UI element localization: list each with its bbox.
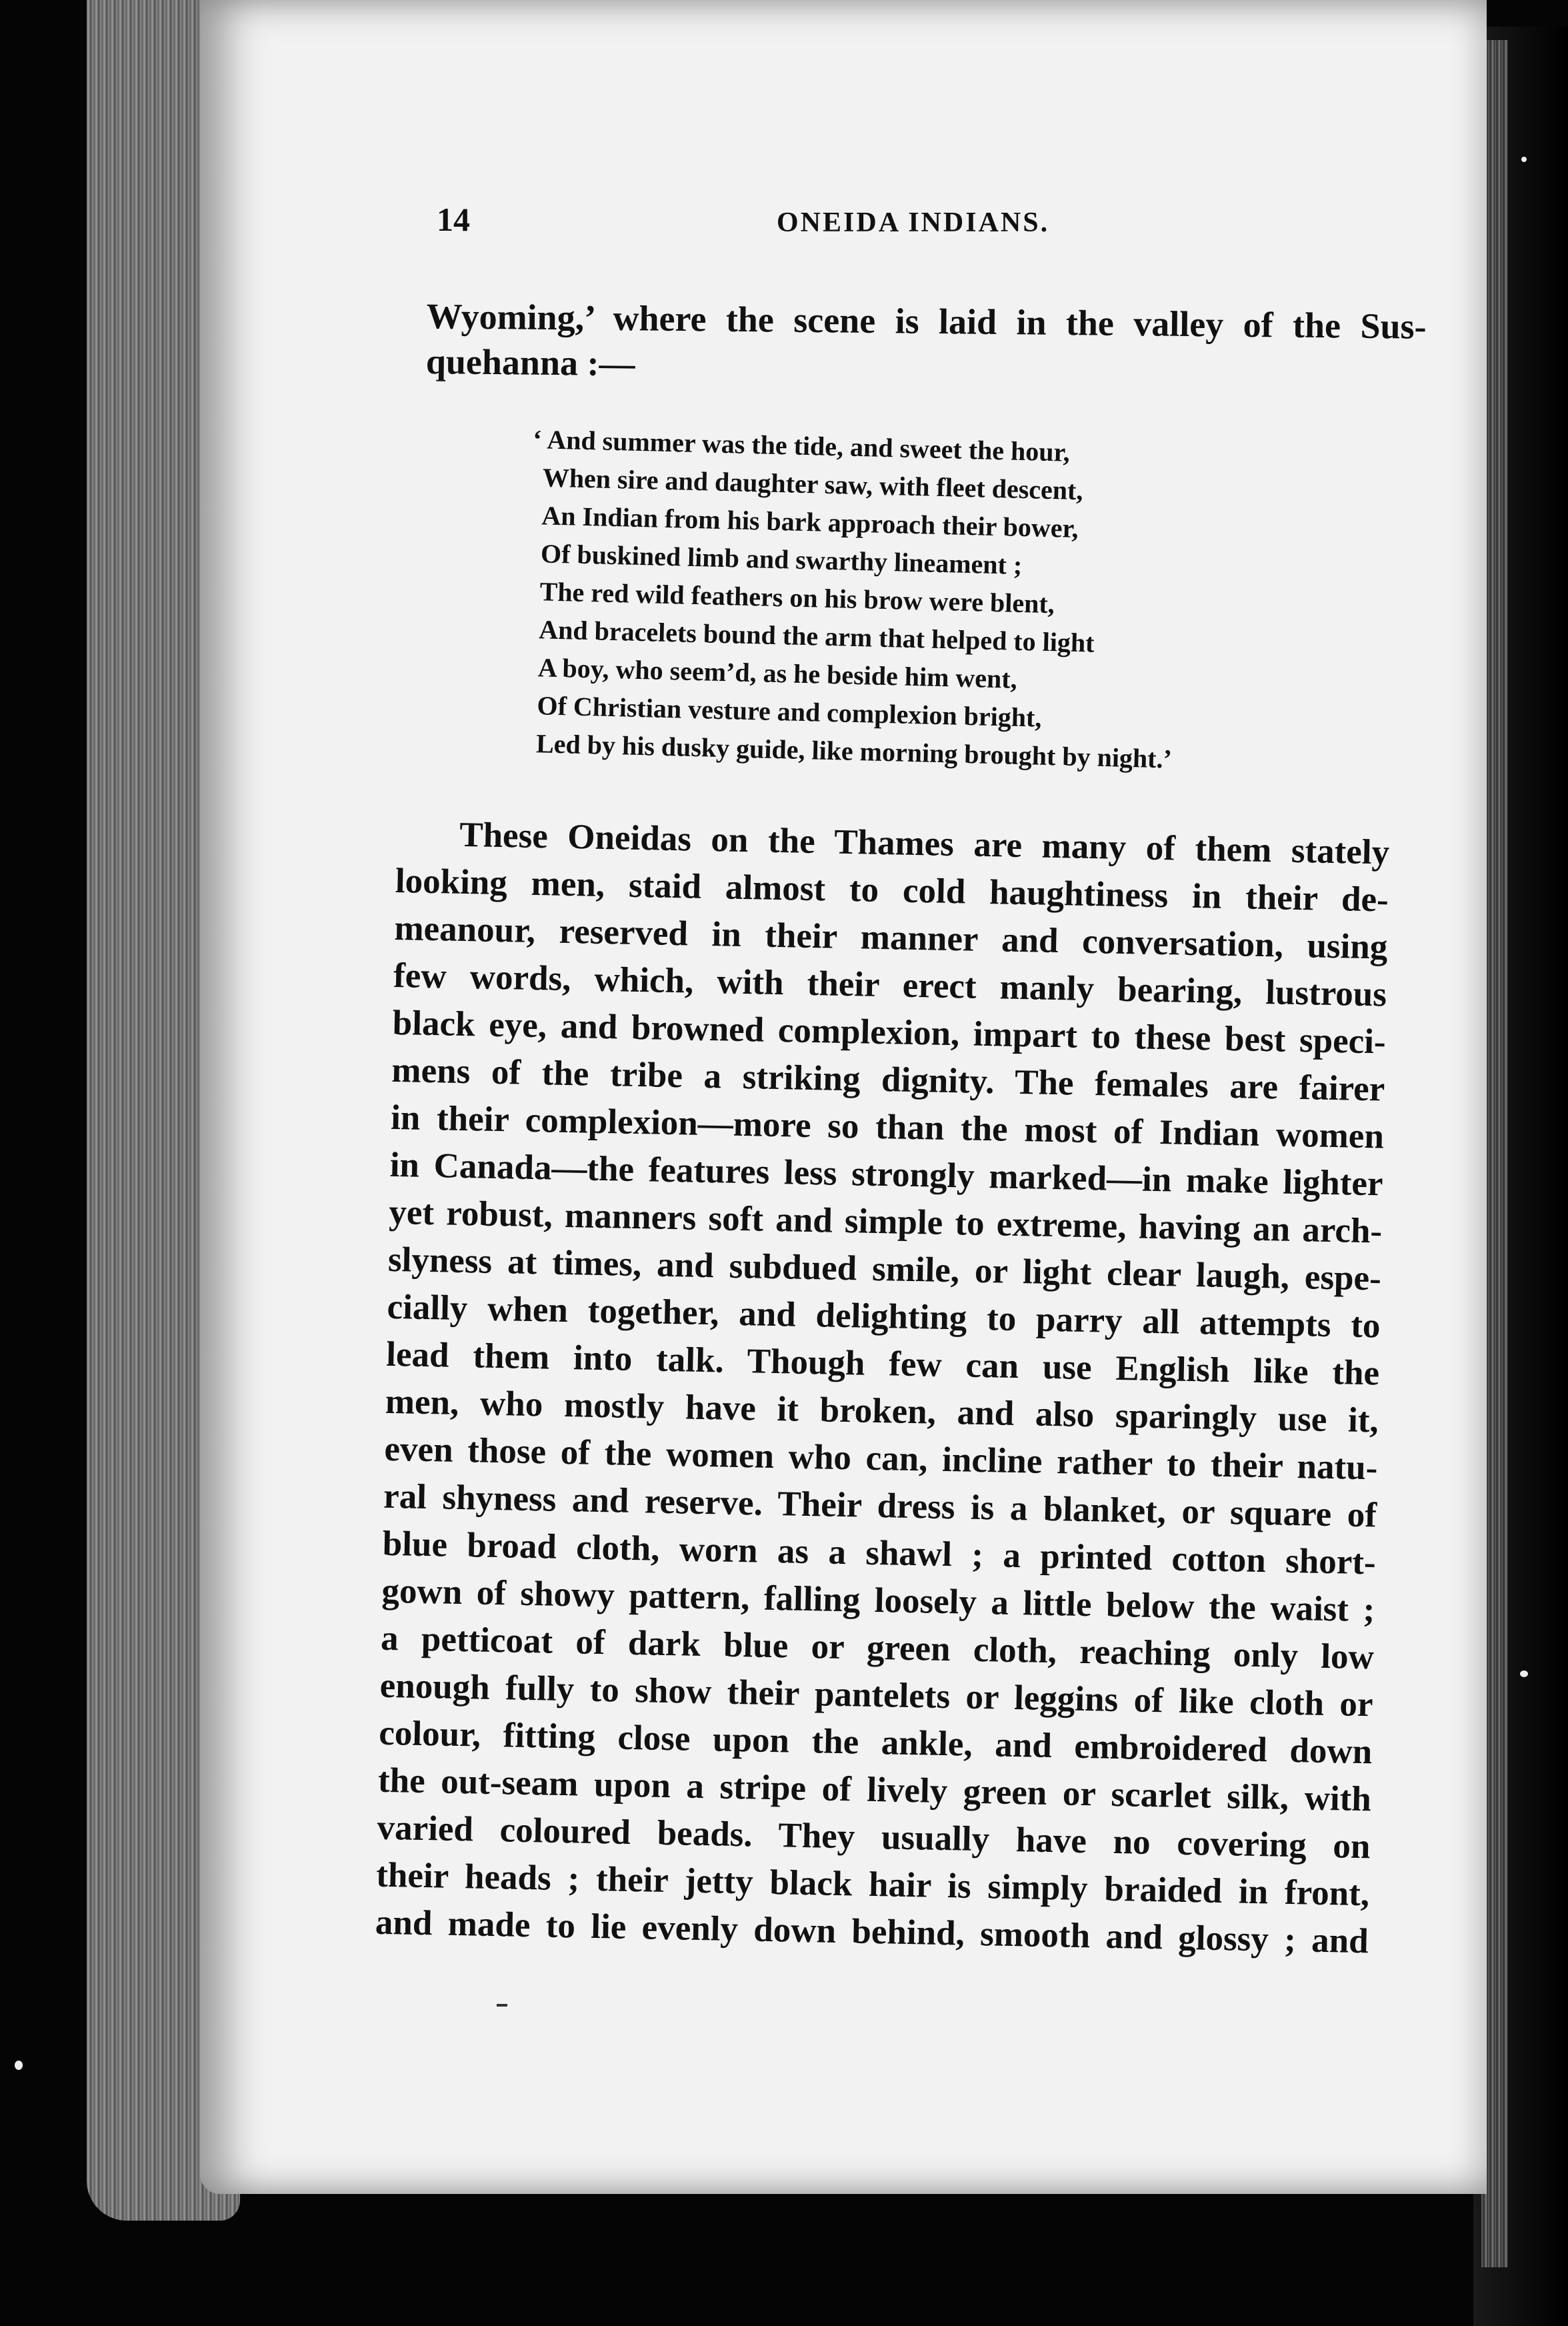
body-line: varied coloured beads. They usually have no covering on: [377, 1808, 1371, 1867]
body-line: in Canada—the features less strongly marked—in make lighter: [389, 1145, 1384, 1204]
body-line: black eye, and browned complexion, impart to these best speci-: [392, 1003, 1387, 1062]
poem-quotation: [525, 420, 1333, 782]
poem-line: Of Christian vesture and complexion bright,: [537, 690, 1042, 733]
body-line: a petticoat of dark blue or green cloth, reaching only low: [380, 1618, 1375, 1677]
body-line: yet robust, manners soft and simple to extreme, having an arch-: [388, 1192, 1383, 1251]
body-line: gown of showy pattern, falling loosely a little below the waist ;: [381, 1571, 1375, 1630]
body-line: men, who mostly have it broken, and also sparingly use it,: [385, 1382, 1379, 1440]
page-header: [437, 193, 1410, 247]
body-line: mens of the tribe a striking dignity. The females are fairer: [391, 1050, 1385, 1109]
poem-line: ‘ And summer was the tide, and sweet the hour,: [532, 423, 1071, 467]
printer-mark: [497, 2004, 507, 2007]
poem-line: A boy, who seem’d, as he beside him went,: [537, 652, 1018, 694]
body-line: looking men, staid almost to cold haughtiness in their de-: [395, 861, 1389, 920]
body-line: colour, fitting close upon the ankle, and embroidered down: [378, 1713, 1373, 1772]
poem-line: The red wild feathers on his brow were blent,: [539, 576, 1055, 620]
body-line: the out-seam upon a stripe of lively green or scarlet silk, with: [377, 1761, 1372, 1819]
poem-line: Led by his dusky guide, like morning brought by night.’: [535, 728, 1173, 774]
intro-paragraph: [426, 293, 1427, 395]
body-line: blue broad cloth, worn as a shawl ; a printed cotton short-: [382, 1524, 1377, 1582]
body-line: These Oneidas on the Thames are many of them stately: [459, 815, 1390, 872]
poem-line: And bracelets bound the arm that helped to light: [538, 614, 1095, 658]
body-paragraph: [375, 810, 1389, 1965]
body-line: enough fully to show their pantelets or leggins of like cloth or: [379, 1666, 1374, 1724]
poem-line: Of buskined limb and swarthy lineament ;: [540, 538, 1023, 580]
scan-speck: [15, 2061, 23, 2070]
page-number: 14: [437, 201, 470, 238]
body-line: ral shyness and reserve. Their dress is a blanket, or square of: [383, 1476, 1377, 1535]
body-line: few words, which, with their erect manly bearing, lustrous: [393, 956, 1387, 1014]
poem-line: When sire and daughter saw, with fleet descent,: [542, 462, 1083, 506]
body-line: their heads ; their jetty black hair is simply braided in front,: [375, 1855, 1370, 1914]
body-line: and made to lie evenly down behind, smooth and glossy ; and: [375, 1903, 1369, 1961]
intro-line: quehanna :—: [425, 341, 635, 384]
scan-speck: [1520, 1670, 1528, 1677]
running-head: ONEIDA INDIANS.: [777, 207, 1050, 238]
poem-line: An Indian from his bark approach their bower,: [541, 500, 1079, 544]
body-line: slyness at times, and subdued smile, or light clear laugh, espe-: [387, 1240, 1382, 1298]
scan-speck: [1521, 157, 1527, 162]
body-line: even those of the women who can, incline rather to their natu-: [384, 1429, 1378, 1488]
body-line: lead them into talk. Though few can use English like the: [385, 1334, 1380, 1393]
body-line: cially when together, and delighting to parry all attempts to: [387, 1287, 1381, 1346]
intro-line: Wyoming,’ where the scene is laid in the valley of the Sus-: [426, 295, 1427, 347]
body-line: meanour, reserved in their manner and conversation, using: [394, 908, 1388, 967]
body-line: in their complexion—more so than the most of Indian women: [390, 1098, 1385, 1156]
